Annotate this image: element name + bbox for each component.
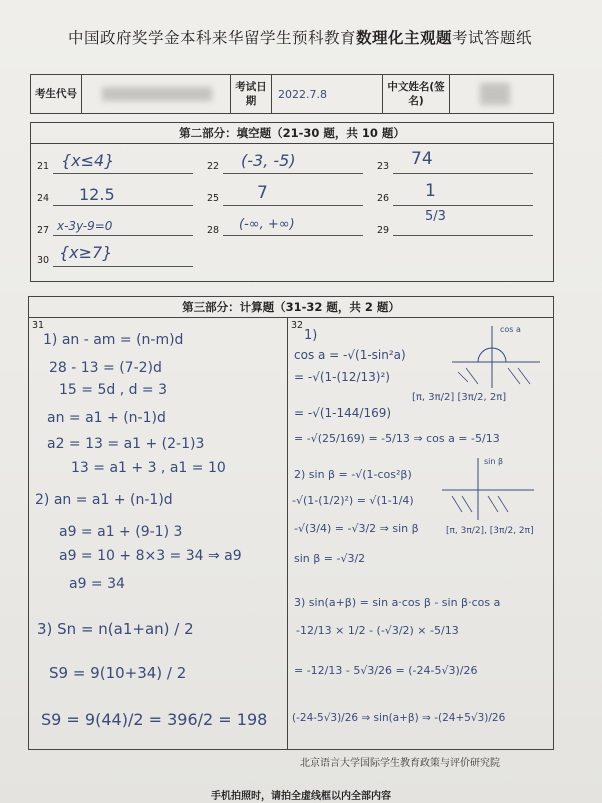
name-label: 中文姓名(签名): [383, 75, 450, 113]
solution-line: S9 = 9(10+34) / 2: [49, 664, 187, 682]
answer-29: 5/3: [425, 209, 446, 224]
name-signature-field[interactable]: [450, 75, 553, 113]
fill-in-section: [30, 122, 554, 282]
redacted-name: [480, 83, 510, 105]
solution-line: = -√(25/169) = -5/13 ⇒ cos a = -5/13: [294, 432, 500, 445]
solution-line: -12/13 × 1/2 - (-√3/2) × -5/13: [296, 624, 459, 637]
answer-line[interactable]: [223, 205, 363, 206]
answer-30: {x≥7}: [59, 243, 113, 262]
answer-line[interactable]: [393, 173, 533, 174]
quadrant-sketch: [438, 454, 538, 524]
hatch: [462, 496, 472, 512]
solution-line: = -√(1-144/169): [294, 406, 392, 420]
photo-notice: 手机拍照时，请拍全虚线框以内全部内容: [211, 791, 391, 802]
answer-21: {x≤4}: [61, 151, 115, 170]
redacted-candidate-number: [102, 87, 212, 101]
hatch: [458, 372, 468, 382]
question-number: 23: [377, 161, 390, 172]
hatch: [518, 368, 530, 384]
question-number: 27: [37, 225, 50, 236]
solution-line: a9 = 10 + 8×3 = 34 ⇒ a9: [59, 548, 242, 564]
solution-line: 13 = a1 + 3 , a1 = 10: [71, 460, 226, 476]
answer-25: 7: [257, 183, 268, 203]
solution-line: 3) Sn = n(a1+an) / 2: [37, 620, 194, 638]
solution-line: 15 = 5d , d = 3: [59, 382, 168, 398]
question-number: 26: [377, 193, 390, 204]
hatch: [498, 496, 508, 512]
candidate-number-field[interactable]: [82, 75, 231, 113]
exam-date-field[interactable]: [272, 75, 383, 113]
solution-line: (-24-5√3)/26 ⇒ sin(a+β) ⇒ -(24+5√3)/26: [292, 712, 506, 724]
answer-line[interactable]: [223, 235, 363, 236]
answer-22: (-3, -5): [241, 151, 296, 170]
hatch: [452, 496, 462, 512]
solution-line: 28 - 13 = (7-2)d: [49, 360, 162, 376]
solution-line: a2 = 13 = a1 + (2-1)3: [47, 436, 205, 452]
solution-line: 1) an - am = (n-m)d: [43, 332, 184, 348]
solution-line: -√(1-(1/2)²) = √(1-1/4): [292, 494, 414, 507]
graph-label: cos a: [500, 325, 521, 334]
question-number: 29: [377, 225, 390, 236]
solution-line: cos a = -√(1-sin²a): [294, 348, 406, 362]
solution-line: a9 = a1 + (9-1) 3: [59, 524, 183, 540]
institution-footer: 北京语言大学国际学生教育政策与评价研究院: [300, 758, 500, 769]
solution-line: -√(3/4) = -√3/2 ⇒ sin β: [294, 522, 419, 535]
calculation-heading: 第三部分：计算题（31-32 题，共 2 题）: [29, 297, 553, 318]
solution-line: 2) sin β = -√(1-cos²β): [294, 468, 412, 481]
graph-label: sin β: [484, 457, 504, 466]
question-32-area[interactable]: [288, 318, 553, 749]
date-label: 考试日期: [231, 75, 272, 113]
question-number: 32: [291, 320, 304, 331]
answer-28: (-∞, +∞): [239, 217, 295, 232]
answer-line[interactable]: [223, 173, 363, 174]
candidate-label: 考生代号: [31, 75, 82, 113]
solution-line: = -12/13 - 5√3/26 = (-24-5√3)/26: [294, 664, 478, 677]
answer-line[interactable]: [53, 266, 193, 267]
answer-line[interactable]: [53, 235, 193, 236]
answer-line[interactable]: [53, 173, 193, 174]
solution-line: = -√(1-(12/13)²): [294, 370, 390, 384]
fill-in-heading: 第二部分：填空题（21-30 题，共 10 题）: [31, 123, 553, 144]
calculation-section: [28, 296, 554, 750]
question-number: 30: [37, 255, 50, 266]
solution-line: 3) sin(a+β) = sin a·cos β - sin β·cos a: [294, 596, 501, 609]
answer-23: 74: [411, 149, 433, 169]
page-title: 中国政府奖学金本科来华留学生预科教育数理化主观题考试答题纸: [67, 28, 533, 47]
unit-circle-sketch: [448, 322, 544, 392]
interval-annotation: [π, 3π/2], [3π/2, 2π]: [446, 526, 534, 536]
hatch: [488, 496, 498, 512]
hatch: [508, 368, 520, 384]
exam-date-value: 2022.7.8: [278, 87, 327, 101]
answer-line[interactable]: [393, 235, 533, 236]
question-number: 22: [207, 161, 220, 172]
question-number: 31: [32, 320, 45, 331]
question-number: 24: [37, 193, 50, 204]
solution-line: a9 = 34: [69, 576, 125, 592]
question-31-area[interactable]: [29, 318, 287, 749]
answer-line[interactable]: [393, 205, 533, 206]
solution-line: an = a1 + (n-1)d: [47, 410, 166, 426]
question-number: 28: [207, 225, 220, 236]
question-number: 25: [207, 193, 220, 204]
question-number: 21: [37, 161, 50, 172]
solution-line: 2) an = a1 + (n-1)d: [35, 492, 173, 508]
answer-line[interactable]: [53, 205, 193, 206]
answer-27: x-3y-9=0: [57, 219, 113, 233]
answer-24: 12.5: [79, 185, 115, 204]
answer-26: 1: [425, 181, 436, 201]
solution-line: sin β = -√3/2: [294, 552, 366, 565]
candidate-info-table: [30, 74, 554, 114]
solution-line: S9 = 9(44)/2 = 396/2 = 198: [41, 710, 268, 729]
solution-line: 1): [304, 328, 318, 343]
interval-annotation: [π, 3π/2] [3π/2, 2π]: [412, 392, 507, 403]
